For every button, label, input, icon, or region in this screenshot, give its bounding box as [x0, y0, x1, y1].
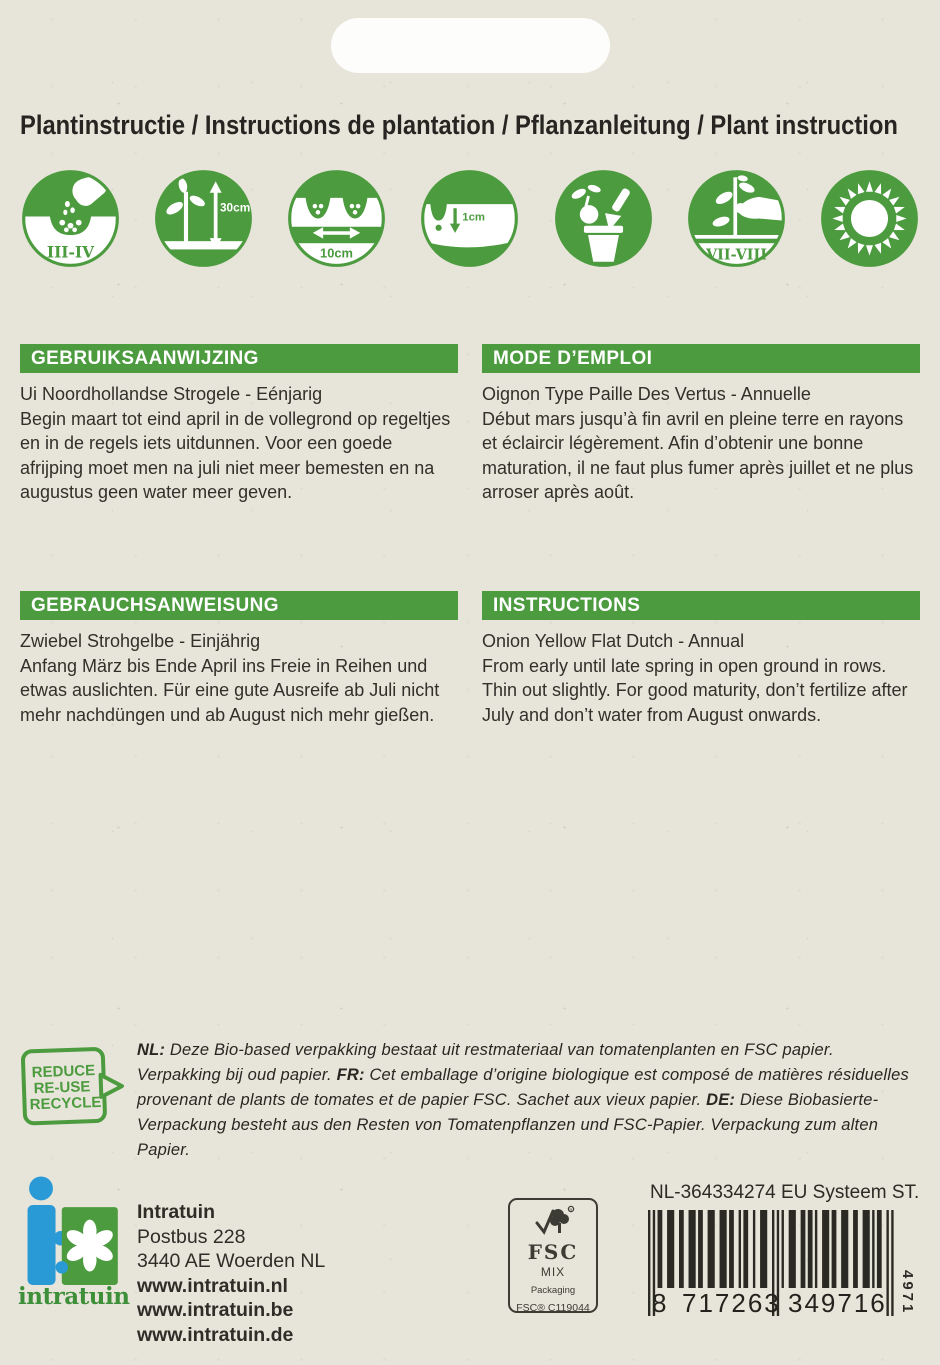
block-header-de: GEBRAUCHSANWEISUNG	[20, 591, 458, 620]
address-block	[137, 1200, 325, 1347]
fsc-packaging: Packaging	[530, 1285, 576, 1296]
recycle-badge-icon	[18, 1040, 126, 1136]
barcode-lead-digit: 8	[652, 1288, 669, 1318]
row-spacing-icon	[285, 167, 388, 270]
intratuin-wordmark: intratuin	[18, 1283, 130, 1310]
packaging-recycle-note	[137, 1038, 921, 1163]
variety-name-nl: Ui Noordhollandse Strogele - Eénjarig	[20, 384, 323, 404]
pot-icon	[552, 167, 655, 270]
website-nl: www.intratuin.nl	[137, 1274, 288, 1297]
harvest-period-label: VII-VIII	[705, 246, 767, 264]
instruction-text-fr: Début mars jusqu’à fin avril en pleine terre en rayons et éclaircir légèrement. Afin d’obtenir une bonne maturation, il ne faut plus fumer après juillet et ne plus arroser après août.	[482, 408, 914, 502]
svg-text:R: R	[569, 1207, 573, 1212]
instruction-text-nl: Begin maart tot eind april in de vollegrond op regeltjes en in de regels iets uitdunnen. Voor een goede afrijping moet men na juli niet meer bemesten en na augustus geen water meer geven.	[20, 408, 451, 502]
sowing-period-icon	[19, 167, 122, 270]
recycle-text-fr: Cet emballage d’origine biologique est composé de matières résiduelles provenant de plants de tomates et de papier FSC. Sachet aux vieux papier.	[137, 1066, 909, 1109]
recycle-badge-line3: RECYCLE	[29, 1093, 102, 1114]
block-header-nl: GEBRUIKSAANWIJZING	[20, 344, 458, 373]
plant-height-icon	[152, 167, 255, 270]
fsc-name: FSC	[527, 1240, 579, 1264]
instruction-block-fr	[482, 344, 920, 505]
instruction-text-de: Anfang März bis Ende April ins Freie in Reihen und etwas auslichten. Für eine gute Ausreife ab Juli nicht mehr nachdüngen und ab August nich mehr gießen.	[20, 655, 440, 725]
recycle-label-nl: NL:	[137, 1041, 166, 1059]
sowing-period-label: III-IV	[46, 242, 95, 262]
recycle-text-nl: Deze Bio-based verpakking bestaat uit restmateriaal van tomatenplanten en FSC papier. Verpakking bij oud papier.	[137, 1041, 834, 1084]
sun-icon	[818, 167, 921, 270]
sowing-depth-label: 1cm	[462, 211, 486, 224]
harvest-period-icon	[685, 167, 788, 270]
fsc-tree-icon	[531, 1205, 575, 1237]
instruction-block-nl	[20, 344, 458, 505]
address-line: Postbus 228	[137, 1225, 246, 1248]
website-de: www.intratuin.de	[137, 1323, 294, 1346]
print-run-number: 4971	[899, 1270, 916, 1316]
barcode-system-text: NL-364334274 EU Systeem ST.	[650, 1182, 920, 1203]
plant-height-label: 30cm	[220, 200, 251, 215]
instruction-text-en: From early until late spring in open ground in rows. Thin out slightly. For good maturity, don’t fertilize after July and don’t water from August onwards.	[482, 655, 908, 725]
hang-hole	[331, 18, 610, 73]
recycle-label-de: DE:	[706, 1091, 736, 1109]
recycle-badge-line1: REDUCE	[31, 1062, 96, 1082]
barcode-group1: 717263	[682, 1288, 781, 1318]
instruction-block-en	[482, 591, 920, 727]
fsc-mix: MIX	[540, 1265, 566, 1279]
block-header-en: INSTRUCTIONS	[482, 591, 920, 620]
recycle-label-fr: FR:	[336, 1066, 365, 1084]
variety-name-de: Zwiebel Strohgelbe - Einjährig	[20, 631, 261, 651]
row-spacing-label: 10cm	[320, 245, 354, 261]
sowing-depth-icon	[418, 167, 521, 270]
website-be: www.intratuin.be	[137, 1299, 294, 1321]
pictogram-row	[19, 167, 921, 270]
recycle-badge-line2: RE-USE	[33, 1078, 91, 1098]
block-header-fr: MODE D’EMPLOI	[482, 344, 920, 373]
fsc-label	[508, 1198, 598, 1313]
variety-name-fr: Oignon Type Paille Des Vertus - Annuelle	[482, 384, 811, 404]
fsc-license: FSC® C119044	[516, 1302, 590, 1314]
company-name: Intratuin	[137, 1201, 215, 1223]
address-line: 3440 AE Woerden NL	[137, 1250, 326, 1272]
barcode-group2: 349716	[788, 1288, 887, 1318]
variety-name-en: Onion Yellow Flat Dutch - Annual	[482, 631, 745, 651]
instruction-block-de	[20, 591, 458, 727]
recycle-text-de: Diese Biobasierte-Verpackung besteht aus den Resten von Tomatenpflanzen und FSC-Papier. Verpackung zum alten Papier.	[137, 1091, 879, 1159]
page-title: Plantinstructie / Instructions de plantation / Pflanzanleitung / Plant instruction	[20, 110, 898, 140]
barcode-digits	[648, 1288, 896, 1320]
intratuin-logo	[18, 1176, 118, 1286]
